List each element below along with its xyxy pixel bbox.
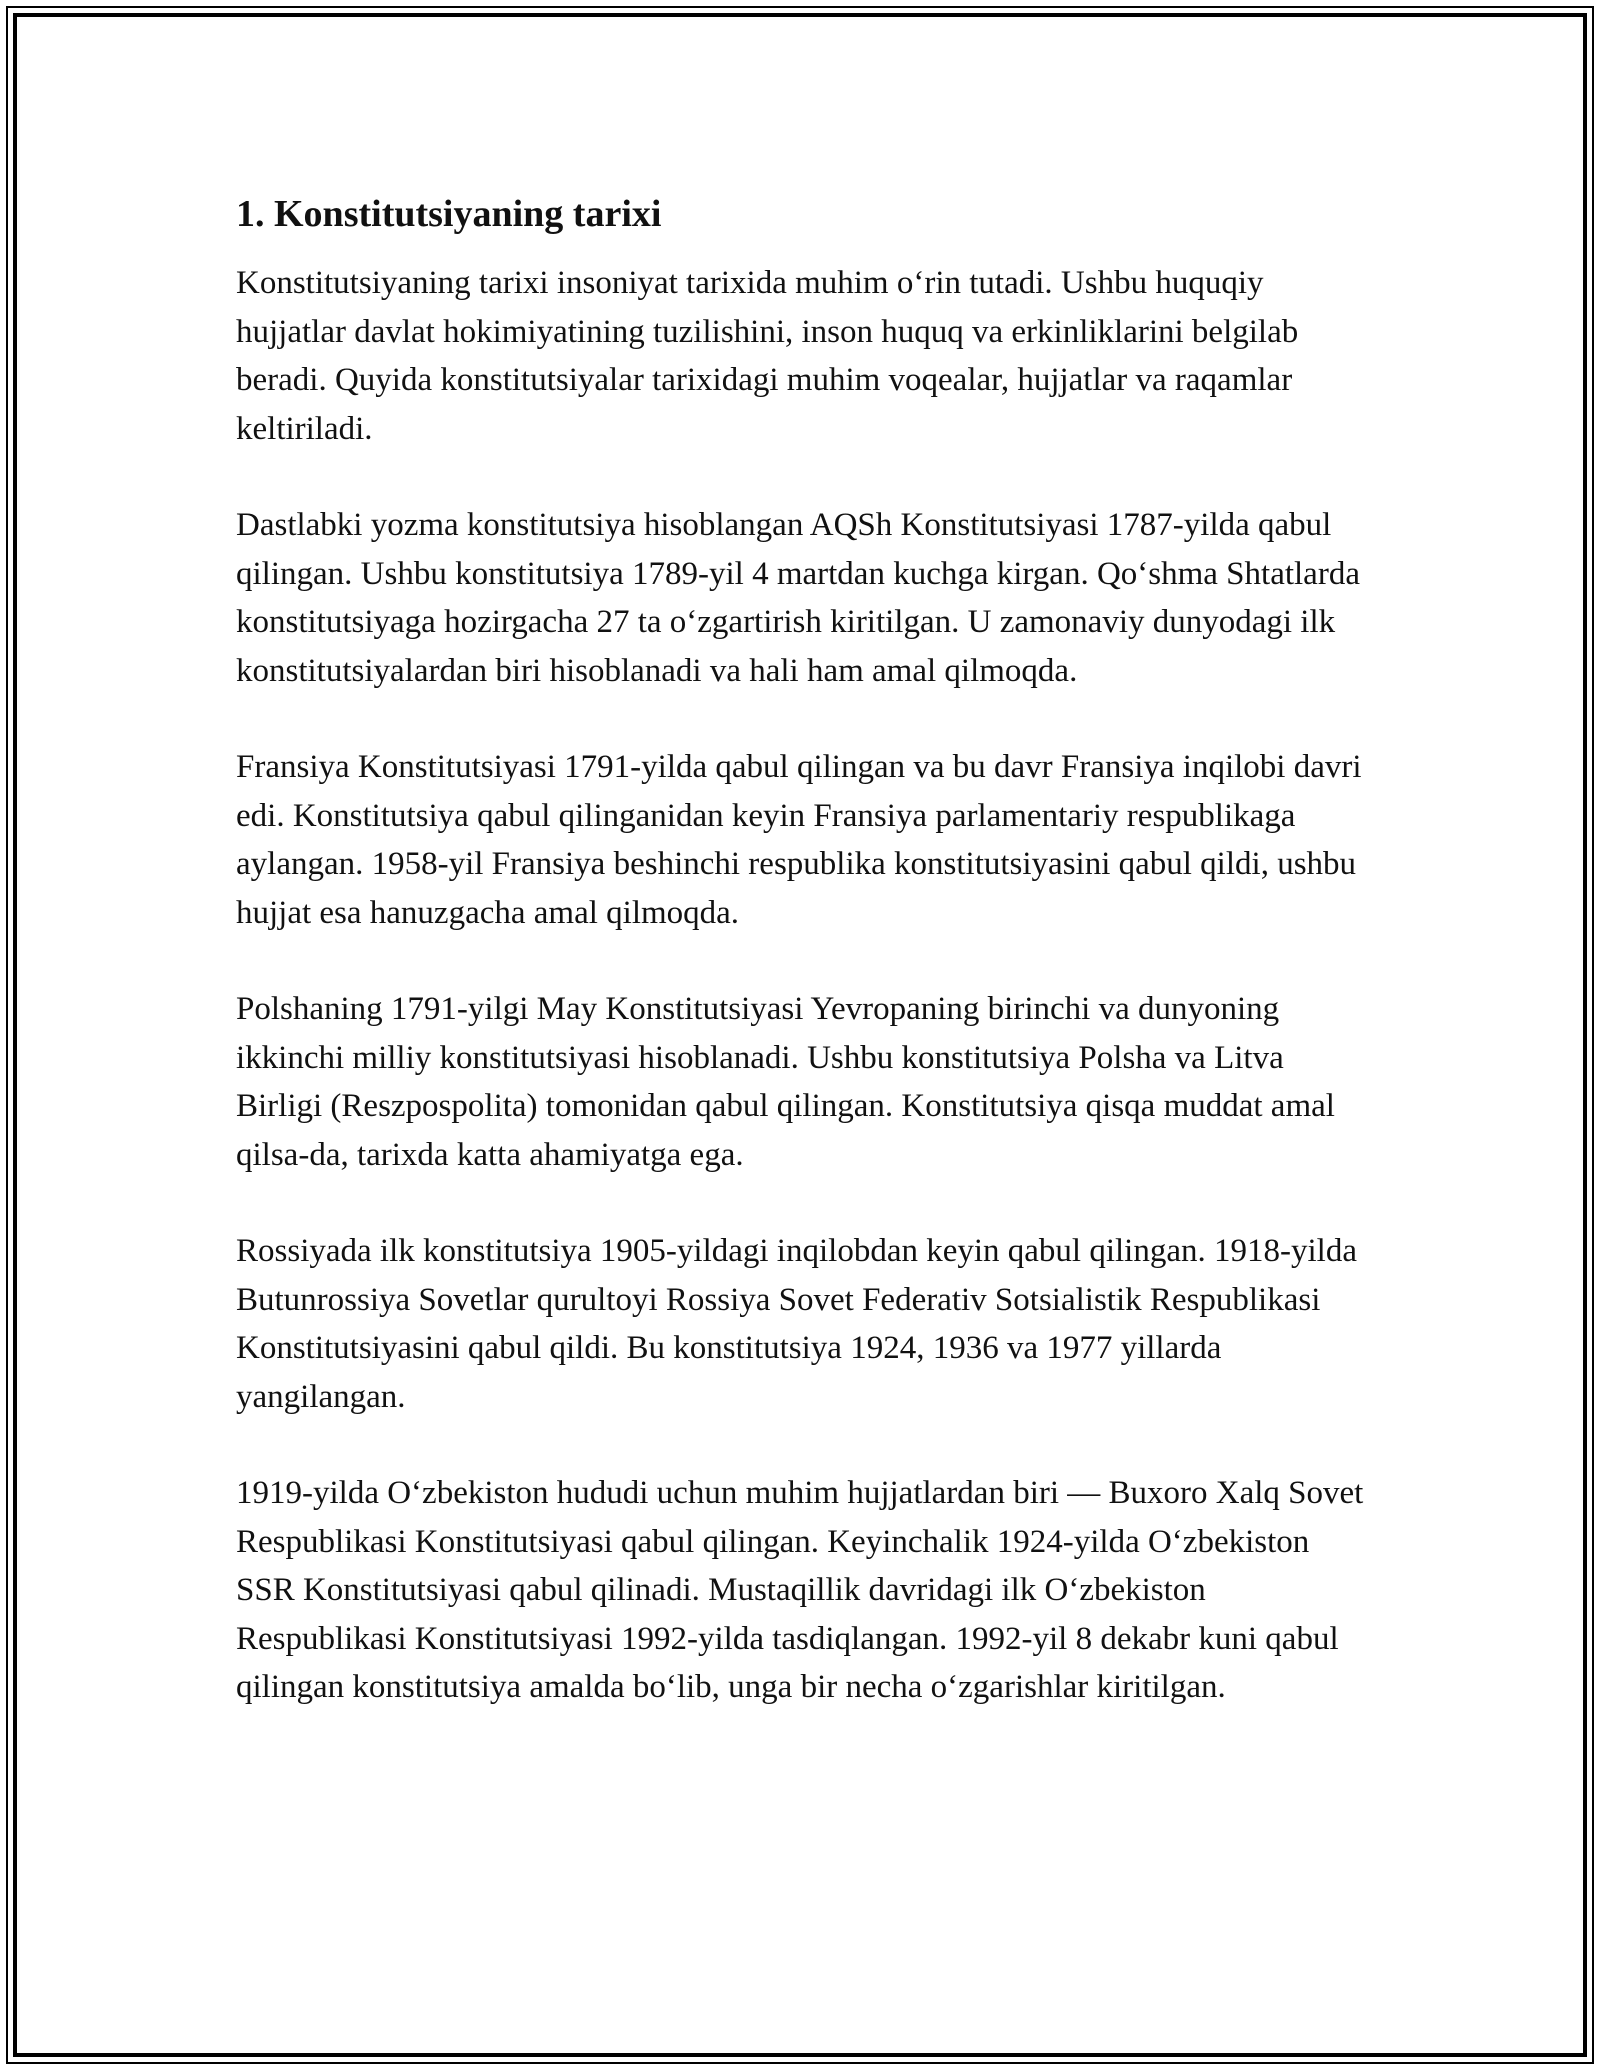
- paragraph-france: Fransiya Konstitutsiyasi 1791-yilda qabul qilingan va bu davr Fransiya inqilobi davri edi. Konstitutsiya qabul qilinganidan keyin Fransiya parlamentariy respublikaga aylangan. 1958-yil Fransiya beshinchi respublika konstitutsiyasini qabul qildi, ushbu hujjat esa hanuzgacha amal qilmoqda.: [236, 749, 1362, 931]
- section-heading: 1. Konstitutsiyaning tarixi: [236, 193, 662, 235]
- paragraph-russia: Rossiyada ilk konstitutsiya 1905-yildagi inqilobdan keyin qabul qilingan. 1918-yilda Butunrossiya Sovetlar qurultoyi Rossiya Sovet Federativ Sotsialistik Respublikasi Konstitutsiyasini qabul qildi. Bu konstitutsiya 1924, 1936 va 1977 yillarda yangilangan.: [236, 1233, 1357, 1415]
- document-body: [236, 190, 1376, 1760]
- paragraph-intro: Konstitutsiyaning tarixi insoniyat tarixida muhim o‘rin tutadi. Ushbu huquqiy hujjatlar davlat hokimiyatining tuzilishini, inson huquq va erkinliklarini belgilab beradi. Quyida konstitutsiyalar tarixidagi muhim voqealar, hujjatlar va raqamlar keltiriladi.: [236, 265, 1299, 447]
- paragraph-usa: Dastlabki yozma konstitutsiya hisoblangan AQSh Konstitutsiyasi 1787-yilda qabul qilingan. Ushbu konstitutsiya 1789-yil 4 martdan kuchga kirgan. Qo‘shma Shtatlarda konstitutsiyaga hozirgacha 27 ta o‘zgartirish kiritilgan. U zamonaviy dunyodagi ilk konstitutsiyalardan biri hisoblanadi va hali ham amal qilmoqda.: [236, 507, 1360, 689]
- paragraph-uzbekistan: 1919-yilda O‘zbekiston hududi uchun muhim hujjatlardan biri — Buxoro Xalq Sovet Respublikasi Konstitutsiyasi qabul qilingan. Keyinchalik 1924-yilda O‘zbekiston SSR Konstitutsiyasi qabul qilinadi. Mustaqillik davridagi ilk O‘zbekiston Respublikasi Konstitutsiyasi 1992-yilda tasdiqlangan. 1992-yil 8 dekabr kuni qabul qilingan konstitutsiya amalda bo‘lib, unga bir necha o‘zgarishlar kiritilgan.: [236, 1475, 1364, 1705]
- paragraph-poland: Polshaning 1791-yilgi May Konstitutsiyasi Yevropaning birinchi va dunyoning ikkinchi milliy konstitutsiyasi hisoblanadi. Ushbu konstitutsiya Polsha va Litva Birligi (Reszpospolita) tomonidan qabul qilingan. Konstitutsiya qisqa muddat amal qilsa-da, tarixda katta ahamiyatga ega.: [236, 991, 1335, 1173]
